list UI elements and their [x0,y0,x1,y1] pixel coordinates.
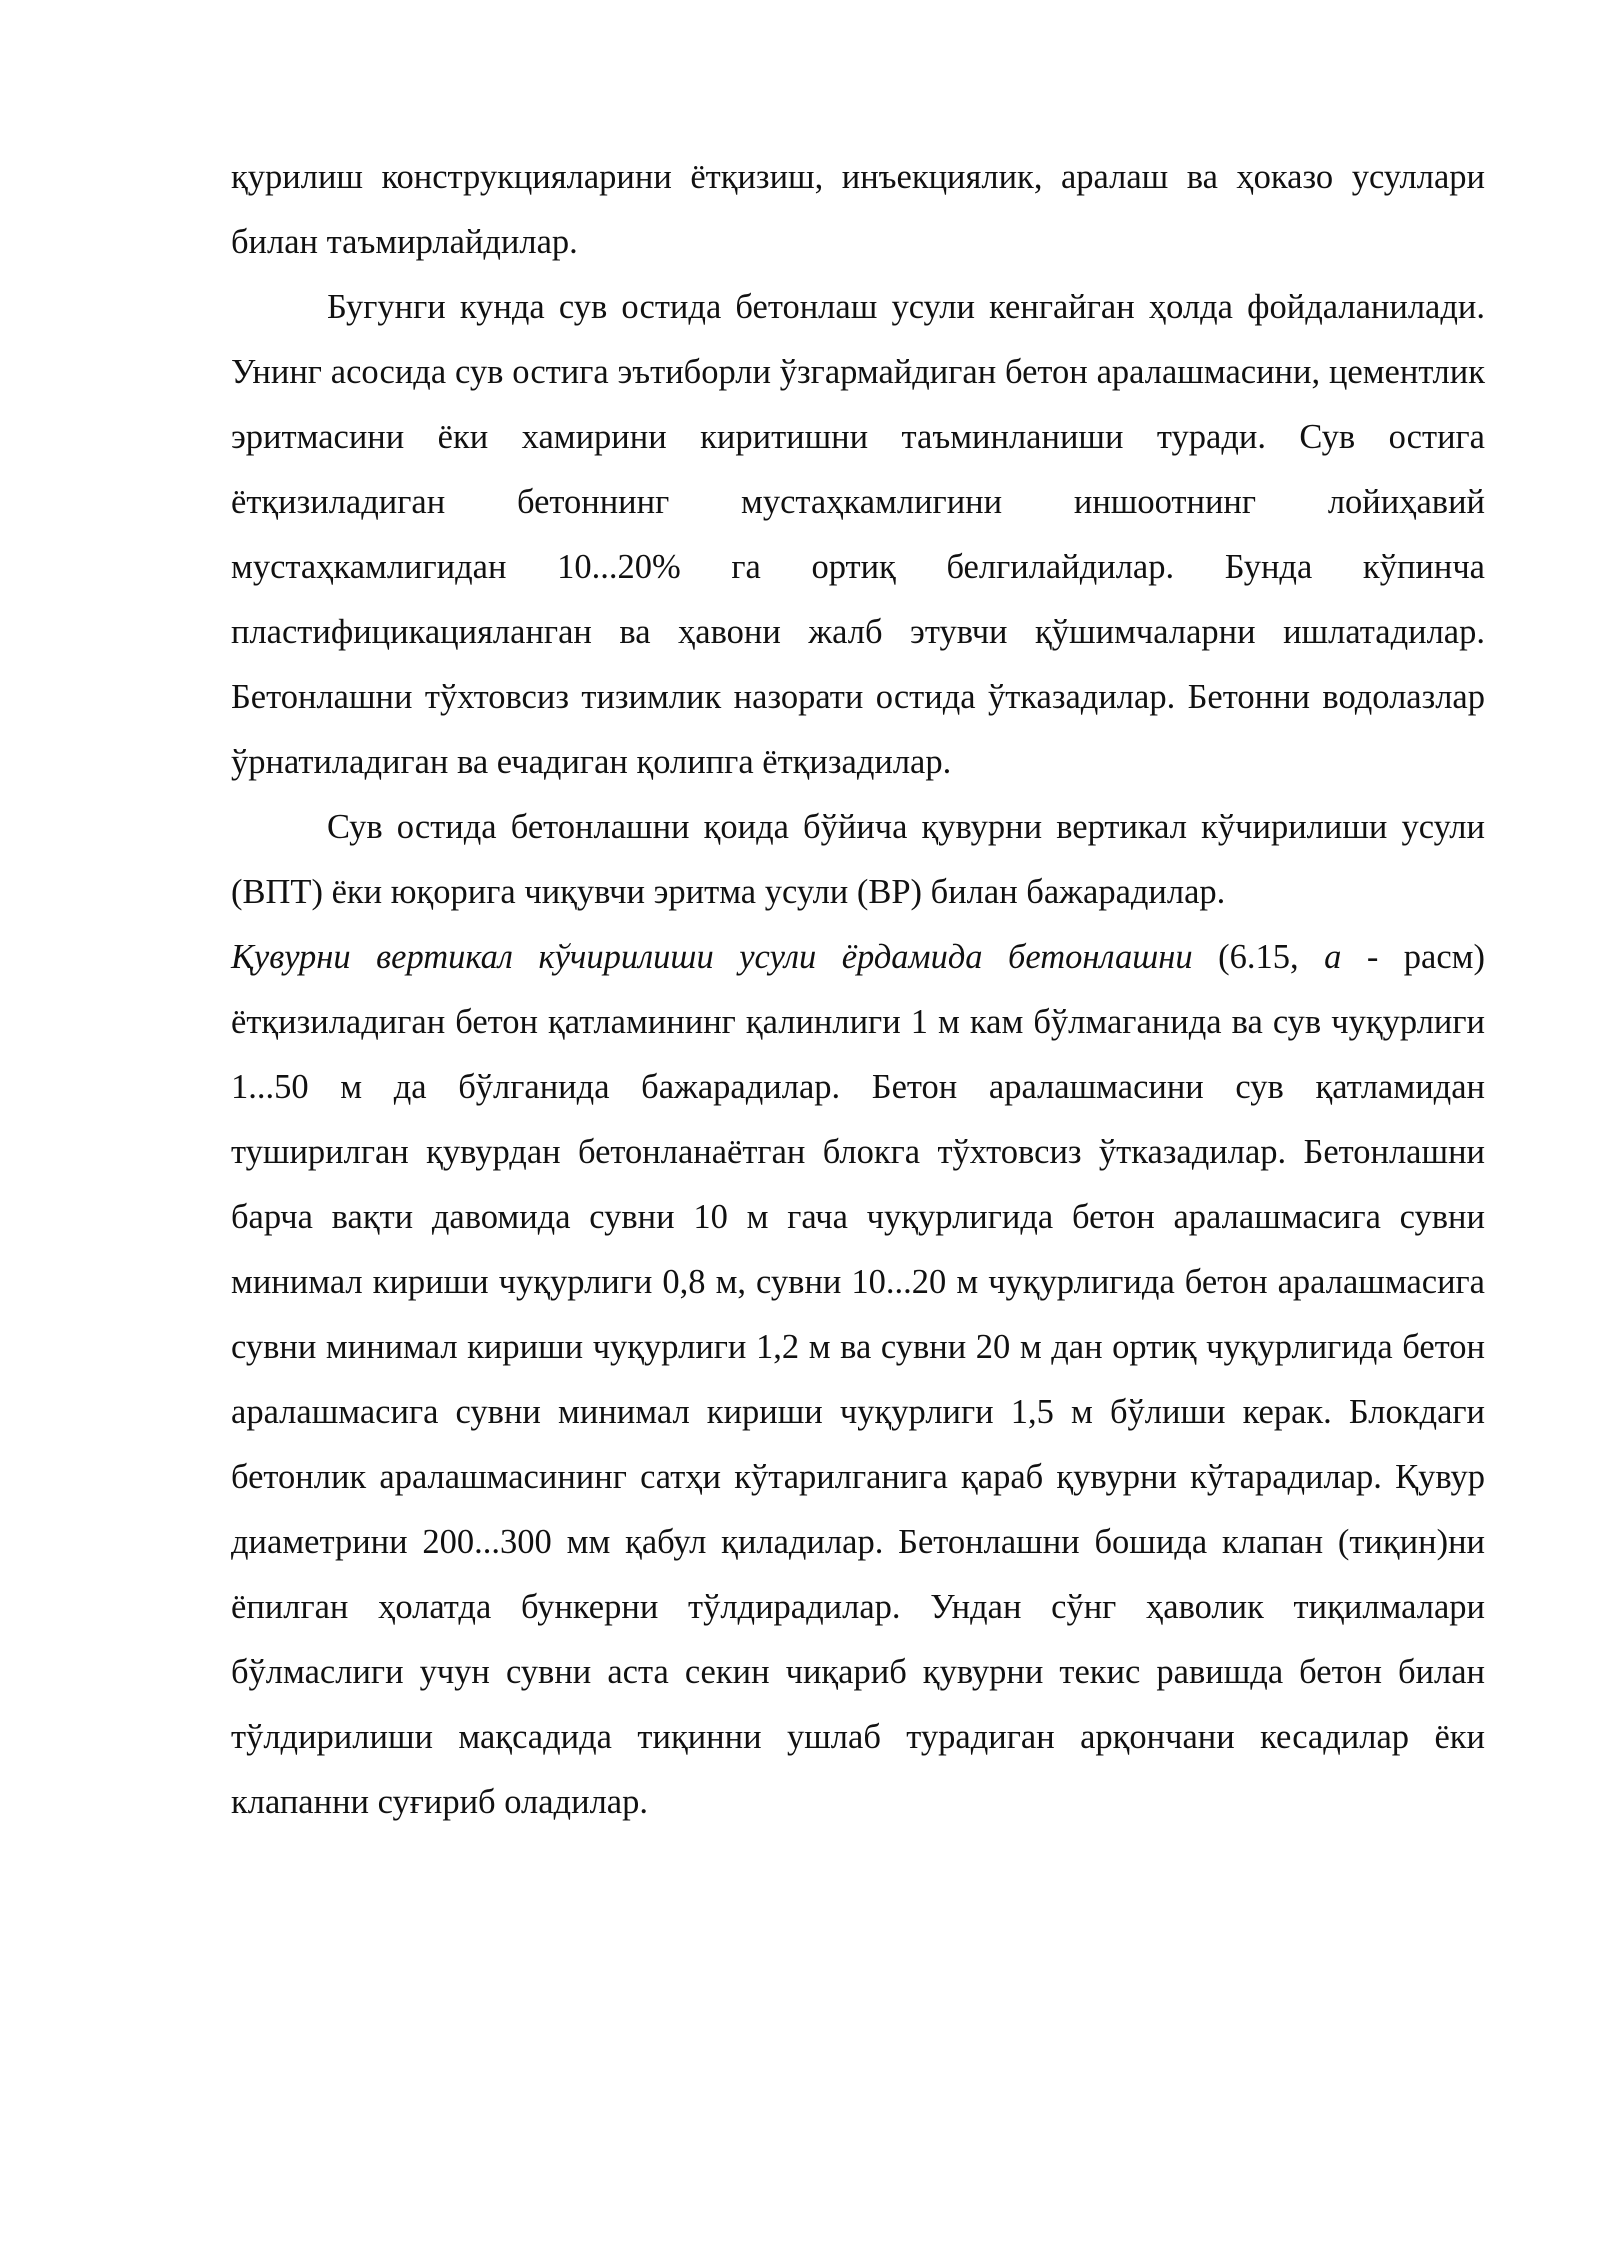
figure-reference-open: (6.15, [1192,938,1325,976]
figure-reference-letter: а [1324,938,1342,976]
paragraph-text: - расм) ётқизиладиган бетон қатламининг қалинлиги 1 м кам бўлмаганида ва сув чуқурлиги 1...50 м да бўлганида бажарадилар. Бетон аралашмасини сув қатламидан туширилган қувурдан бетонланаётган блокга тўхтовсиз ўтказадилар. Бетонлашни барча вақти давомида сувни 10 м гача чуқурлигида бетон аралашмасига сувни минимал кириши чуқурлиги 0,8 м, сувни 10...20 м чуқурлигида бетон аралашмасига сувни минимал кириши чуқурлиги 1,2 м ва сувни 20 м дан ортиқ чуқурлигида бетон аралашмасига сувни минимал кириши чуқурлиги 1,5 м бўлиши керак. Блокдаги бетонлик аралашмасининг сатҳи кўтарилганига қараб қувурни кўтарадилар. Қувур диаметрини 200...300 мм қабул қиладилар. Бетонлашни бошида клапан (тиқин)ни ёпилган ҳолатда бункерни тўлдирадилар. Ундан сўнг ҳаволик тиқилмалари бўлмаслиги учун сувни аста секин чиқариб қувурни текис равишда бетон билан тўлдирилиши мақсадида тиқинни ушлаб турадиган арқончани кесадилар ёки клапанни суғириб оладилар. [231,938,1485,1821]
paragraph-text: Бугунги кунда сув остида бетонлаш усули кенгайган ҳолда фойдаланилади. Унинг асосида сув остига эътиборли ўзгармайдиган бетон аралашмасини, цементлик эритмасини ёки хамирини киритишни таъминланиши туради. Сув остига ётқизиладиган бетоннинг мустаҳкамлигини иншоотнинг лойиҳавий мустаҳкамлигидан 10...20% га ортиқ белгилайдилар. Бунда кўпинча пластифицикацияланган ва ҳавони жалб этувчи қўшимчаларни ишлатадилар. Бетонлашни тўхтовсиз тизимлик назорати остида ўтказадилар. Бетонни водолазлар ўрнатиладиган ва ечадиган қолипга ётқизадилар. [231,288,1485,781]
paragraph-repair-methods [231,145,1485,275]
paragraph-vertical-pipe-method [231,925,1485,1835]
paragraph-text: Сув остида бетонлашни қоида бўйича қувурни вертикал кўчирилиши усули (ВПТ) ёки юқорига чиқувчи эритма усули (ВР) билан бажарадилар. [231,808,1485,911]
paragraph-concreting-methods [231,795,1485,925]
paragraph-underwater-concreting [231,275,1485,795]
paragraph-text: қурилиш конструкцияларини ётқизиш, инъекциялик, аралаш ва ҳоказо усуллари билан таъмирлайдилар. [231,158,1485,261]
italic-lead-term: Қувурни вертикал кўчирилиши усули ёрдамида бетонлашни [231,938,1193,976]
document-page [231,145,1485,1835]
